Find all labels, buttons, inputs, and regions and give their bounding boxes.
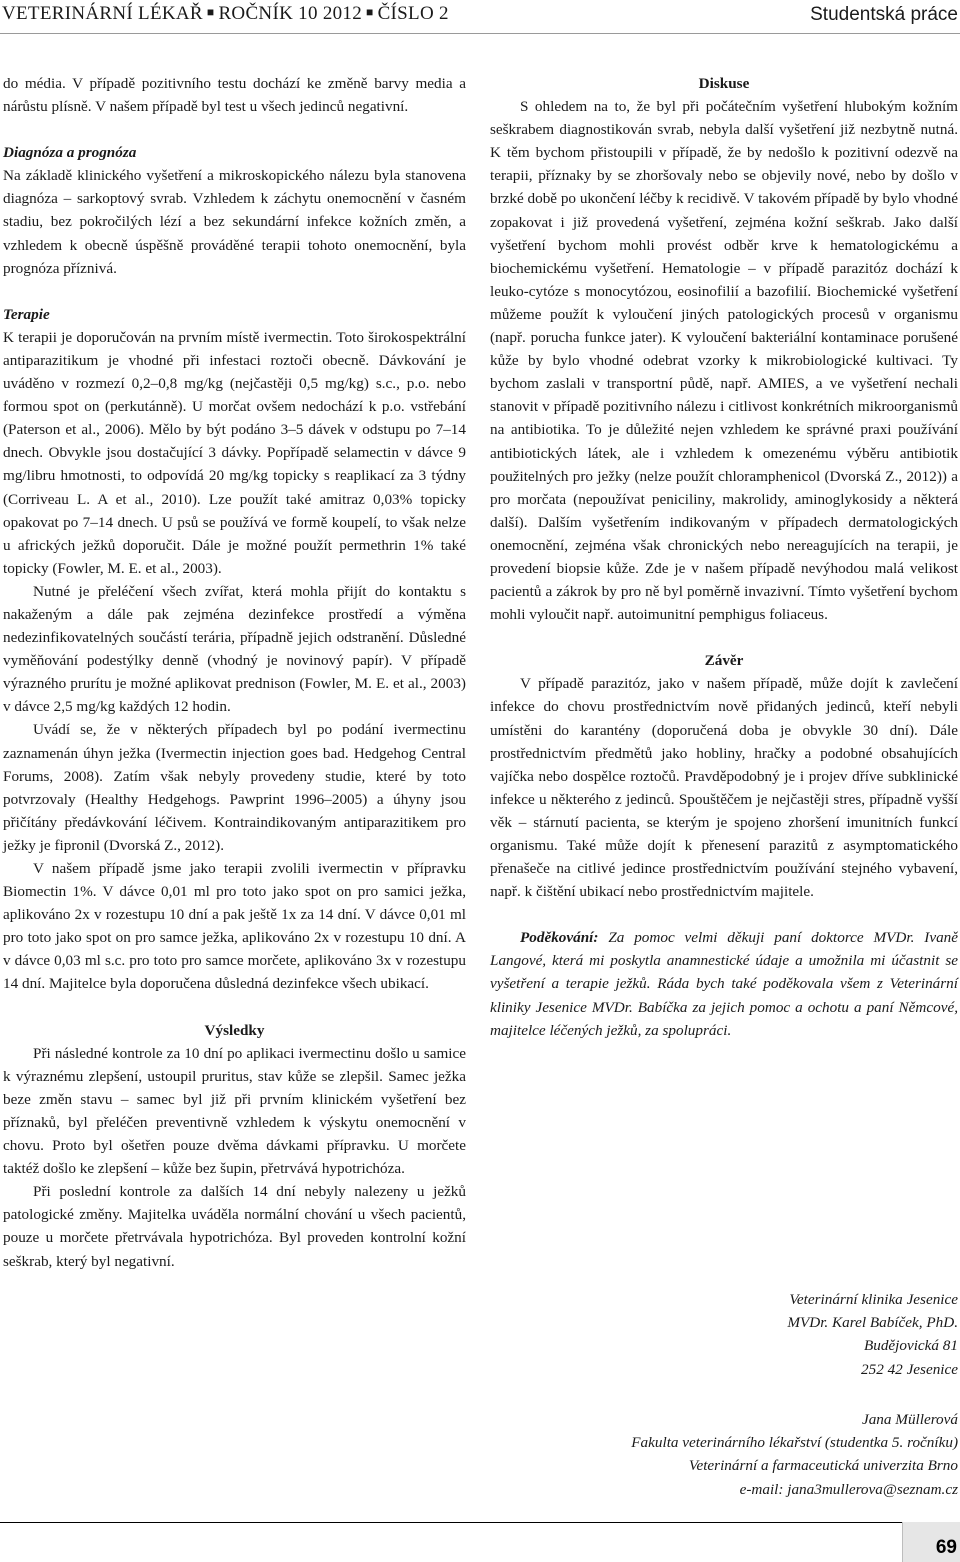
journal-title: VETERINÁRNÍ LÉKAŘ bbox=[2, 3, 203, 24]
left-column bbox=[3, 72, 466, 1273]
paragraph: do média. V případě pozitivního testu dochází ke změně barvy media a nárůstu plísně. V našem případě byl test u všech jedinců negativní. bbox=[3, 75, 466, 116]
clinic-signature bbox=[787, 1288, 958, 1381]
journal-issue: ČÍSLO 2 bbox=[377, 3, 449, 24]
journal-year: 2012 bbox=[322, 3, 363, 24]
acknowledgement-text: Za pomoc velmi děkuji paní doktorce MVDr. Ivaně Langové, která mi poskytla anamnestické údaje a umožnila mi účastnit se vyšetření a terapie ježků. Ráda bych také poděkovala všem z Veterinární kliniky Jesenice MVDr. Babíčka za jejich pomoc a ochotu a paní Němcové, majitelce léčených ježků, za spolupráci. bbox=[490, 929, 959, 1039]
section-title: Studentská práce bbox=[810, 4, 958, 25]
journal-info bbox=[2, 3, 449, 25]
journal-volume: ROČNÍK 10 bbox=[218, 3, 318, 24]
right-column bbox=[490, 72, 958, 1042]
separator-square-icon: ■ bbox=[206, 5, 215, 19]
running-header bbox=[0, 0, 960, 34]
paragraph: Na základě klinického vyšetření a mikroskopického nálezu byla stanovena diagnóza – sarkoptový svrab. Vzhledem k záchytu onemocnění v časném stadiu, bez pokročilých lézí a bez sekundární infekce kožních změn, a vzhledem k obecně úspěšně prováděné terapii tohoto onemocnění, byla prognóza příznivá. bbox=[3, 167, 466, 277]
author-email[interactable]: e-mail: jana3mullerova@seznam.cz bbox=[739, 1480, 958, 1498]
footer-rule bbox=[0, 1522, 902, 1531]
page-number-box bbox=[902, 1522, 960, 1562]
separator-square-icon: ■ bbox=[366, 5, 374, 19]
paragraph: K terapii je doporučován na prvním místě ivermectin. Toto širokospektrální antiparazitikum je vhodné při infestaci roztoči obecně. Dávkování je uváděno v rozmezí 0,2–0,8 mg/kg (nejčastěji 0,5 mg/kg) s.c., p.o. nebo formou spot on (perkutánně). U morčat ovšem nedochází k p.o. vstřebání (Paterson et al., 2006). Mělo by být podáno 3–5 dávek v odstupu po 7–14 dnech. Obvykle jsou dostačující 3 dávky. Popřípadě selamectin v dávce 9 mg/libru hmotnosti, to odpovídá 20 mg/kg topicky s reaplikací za 3 týdny (Corriveau L. A et al., 2010). Lze použít také amitraz 0,03% topicky opakovat po 7–14 dnech. U psů se používá ve formě koupelí, to však nelze u afrických ježků doporučit. Dále je možné použít permethrin 1% také topicky (Fowler, M. E. et al., 2003). bbox=[3, 328, 466, 577]
paragraph: Při následné kontrole za 10 dní po aplikaci ivermectinu došlo u samice k výraznému zlepšení, ustoupil pruritus, stav kůže se zlepšil. Samec ježka beze změn stavu – samec byl již při prvním klinickém vyšetření bez příznaků, byl přeléčen preventivně vzhledem k výskytu onemocnění v chovu. Proto byl ošetřen pouze dvěma dávkami přípravku. U morčete taktéž došlo ke zlepšení – kůže bez šupin, přetrvává hypotrichóza. bbox=[3, 1044, 466, 1178]
paragraph: Při poslední kontrole za dalších 14 dní nebyly nalezeny u ježků patologické změny. Majitelka uváděla normální chování u všech pacientů, pouze u morčete přetrvávala hypotrichóza. Byl proveden kontrolní kožní seškrab, který byl negativní. bbox=[3, 1183, 466, 1270]
acknowledgement bbox=[490, 926, 958, 1041]
heading-diagnosis: Diagnóza a prognóza bbox=[3, 144, 137, 162]
paragraph: V našem případě jsme jako terapii zvolili ivermectin v přípravku Biomectin 1%. V dávce 0,01 ml pro toto jako spot on pro samici ježka, aplikováno 2x v rozestupu 10 dní a pak ještě 1x za 14 dní. V dávce 0,01 ml pro toto jako spot on pro samce ježka, aplikováno 2x v rozestupu 10 dní. A v dávce 0,03 ml s.c. pro toto pro samce morčete, aplikováno 3x v rozestupu 14 dní. Majitelce byla doporučena důsledná dezinfekce všech ubikací. bbox=[3, 860, 466, 993]
clinic-city: 252 42 Jesenice bbox=[861, 1360, 958, 1378]
page-number: 69 bbox=[935, 1537, 957, 1558]
heading-results: Výsledky bbox=[204, 1021, 265, 1039]
clinic-doctor: MVDr. Karel Babíček, PhD. bbox=[787, 1314, 958, 1332]
heading-discussion: Diskuse bbox=[698, 75, 750, 92]
author-university: Veterinární a farmaceutická univerzita Brno bbox=[688, 1457, 958, 1475]
heading-therapy: Terapie bbox=[3, 305, 50, 323]
acknowledgement-label: Poděkování: bbox=[520, 929, 599, 947]
paragraph: V případě parazitóz, jako v našem případě, může dojít k zavlečení infekce do chovu prostřednictvím nově přidaných jedinců, kteří nebyli umístěni do karantény (doporučená doba je obvykle 30 dní). Dále prostřednictvím předmětů jako hobliny, hračky a podobné obsahujících vajíčka nebo dospělce roztočů. Pravděpodobný je i projev dříve subklinické infekce u některého z jedinců. Spouštěčem je nejčastěji stres, případně vyšší věk – stárnutí pacienta, se kterým je spojeno zhoršení imunitních funkcí organismu. Také může dojít k přenesení parazitů z asymptomatického přenašeče na citlivé jedince prostřednictvím používání stejného vybavení, např. k čištění ubikací nebo prostřednictvím majitele. bbox=[490, 675, 958, 901]
heading-conclusion: Závěr bbox=[704, 652, 744, 670]
clinic-name: Veterinární klinika Jesenice bbox=[789, 1291, 958, 1308]
author-faculty: Fakulta veterinárního lékařství (studentka 5. ročníku) bbox=[631, 1434, 958, 1452]
header-rule bbox=[0, 33, 960, 34]
paragraph: S ohledem na to, že byl při počátečním vyšetření hlubokým kožním seškrabem diagnostikován svrab, nebyla další vyšetření již nezbytně nutná. K těm bychom přistoupili v případě, že by nedošlo k pozitivní odezvě na terapii, příznaky by se zhoršovaly nebo se objevily nové, nebo by došlo v brzké době po ukončení léčby k recidivě. V takovém případě by bylo vhodné zopakovat i již provedená vyšetření, zejména kožní seškrab. Jako další vyšetření bychom mohli provést odběr krve k hematologickému a biochemickému vyšetření. Hematologie – v případě parazitóz dochází k leuko-cytóze s monocytózou, eosinofilií a bazofilií. Biochemické vyšetření můžeme použít k vyloučení jiných patologických procesů v organismu (např. porucha funkce jater). K vyloučení bakteriální kontaminace porušené kůže by bylo vhodné odebrat vzorky k mikrobiologické kultivaci. Ty bychom zaslali v transportní půdě, např. AMIES, a ve vyšetření nechali stanovit v případě pozitivního nálezu i citlivost konkrétních mikroorganismů na antibiotika. To je důležité nejen vzhledem ke správné praxi používání antibiotických látek, ale i vzhledem k omezenému výběru antibiotik použitelných pro ježky (nelze použít chloramphenicol (Dvorská Z., 2012)) a pro morčata (nepoužívat peniciliny, makrolidy, aminoglykosidy a některá další). Dalším vyšetřením indikovaným v případech dermatologických onemocnění, zejména však chronických nebo nereagujících na terapii, je provedení biopsie kůže. Zde je v našem případě nevýhodou malá velikost pacientů a zákrok by pro ně byl poměrně invazivní. Tímto vyšetření bychom mohli vyloučit např. autoimunitní pemphigus foliaceus. bbox=[490, 98, 959, 624]
paragraph: Uvádí se, že v některých případech byl po podání ivermectinu zaznamenán úhyn ježka (Ivermectin injection goes bad. Hedgehog Central Forums, 2008). Zatím však nebyly provedeny studie, které by toto potvrzovaly (Healthy Hedgehogs. Pawprint 1996–2005) a úhyny jsou přičítány předávkování léčivem. Kontraindikovaným antiparazitikem pro ježky je fipronil (Dvorská Z., 2012). bbox=[3, 721, 466, 854]
author-signature bbox=[631, 1408, 958, 1501]
paragraph: Nutné je přeléčení všech zvířat, která mohla přijít do kontaktu s nakaženým a dále pak zejména dezinfekce prostředí a výměna nedezinfikovatelných součástí terária, případně jejich odstranění. Důsledné vyměňování podestýlky denně (vhodný je novinový papír). V případě výrazného prurítu je možné aplikovat prednison (Fowler, M. E. et al., 2003) v dávce 2,5 mg/kg každých 12 hodin. bbox=[3, 582, 466, 716]
clinic-street: Budějovická 81 bbox=[863, 1337, 958, 1355]
author-name: Jana Müllerová bbox=[861, 1411, 958, 1428]
